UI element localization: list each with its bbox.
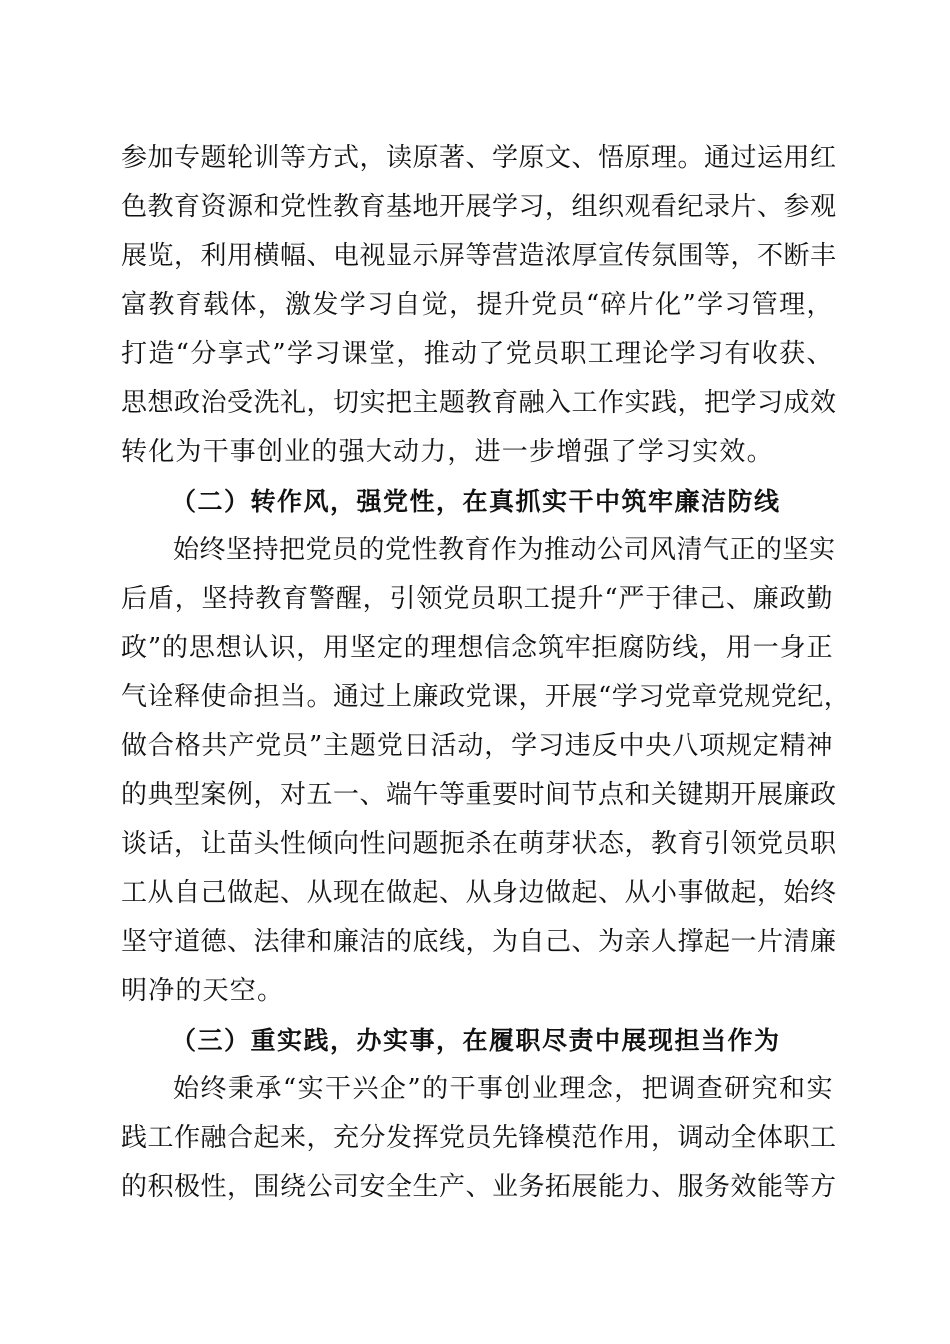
text-line: 后盾，坚持教育警醒，引领党员职工提升“严于律己、廉政勤 <box>121 584 833 614</box>
text-line: 气诠释使命担当。通过上廉政党课，开展“学习党章党规党纪， <box>121 682 851 712</box>
text-line: 思想政治受洗礼，切实把主题教育融入工作实践，把学习成效 <box>121 388 837 418</box>
text-line: 富教育载体，激发学习自觉，提升党员“碎片化”学习管理， <box>121 290 833 320</box>
text-line: 明净的天空。 <box>121 976 285 1006</box>
paragraph-integrity <box>121 526 851 1016</box>
text-line: 参加专题轮训等方式，读原著、学原文、悟原理。通过运用红 <box>121 143 837 173</box>
text-line: 的典型案例，对五一、端午等重要时间节点和关键期开展廉政 <box>121 780 837 810</box>
text-line: 做合格共产党员”主题党日活动，学习违反中央八项规定精神 <box>121 731 833 761</box>
text-line: 始终坚持把党员的党性教育作为推动公司风清气正的坚实 <box>173 535 836 565</box>
text-line: 色教育资源和党性教育基地开展学习，组织观看纪录片、参观 <box>121 192 837 222</box>
section-heading-practice: （三）重实践，办实事，在履职尽责中展现担当作为 <box>171 1026 781 1055</box>
text-line: 的积极性，围绕公司安全生产、业务拓展能力、服务效能等方 <box>121 1172 837 1202</box>
text-line: 展览，利用横幅、电视显示屏等营造浓厚宣传氛围等，不断丰 <box>121 241 837 271</box>
text-line: 谈话，让苗头性倾向性问题扼杀在萌芽状态，教育引领党员职 <box>121 829 837 859</box>
section-heading-integrity: （二）转作风，强党性，在真抓实干中筑牢廉洁防线 <box>171 487 781 516</box>
text-line: 工从自己做起、从现在做起、从身边做起、从小事做起，始终 <box>121 878 837 908</box>
text-line: 始终秉承“实干兴企”的干事创业理念，把调查研究和实 <box>173 1074 833 1104</box>
text-line: 打造“分享式”学习课堂，推动了党员职工理论学习有收获、 <box>121 339 833 369</box>
text-line: 转化为干事创业的强大动力，进一步增强了学习实效。 <box>121 437 774 467</box>
paragraph-practice <box>121 1065 837 1212</box>
text-line: 政”的思想认识，用坚定的理想信念筑牢拒腐防线，用一身正 <box>121 633 833 663</box>
paragraph-study-methods <box>121 134 837 477</box>
text-line: 坚守道德、法律和廉洁的底线，为自己、为亲人撑起一片清廉 <box>121 927 837 957</box>
text-line: 践工作融合起来，充分发挥党员先锋模范作用，调动全体职工 <box>121 1123 837 1153</box>
document-body <box>121 134 851 1212</box>
